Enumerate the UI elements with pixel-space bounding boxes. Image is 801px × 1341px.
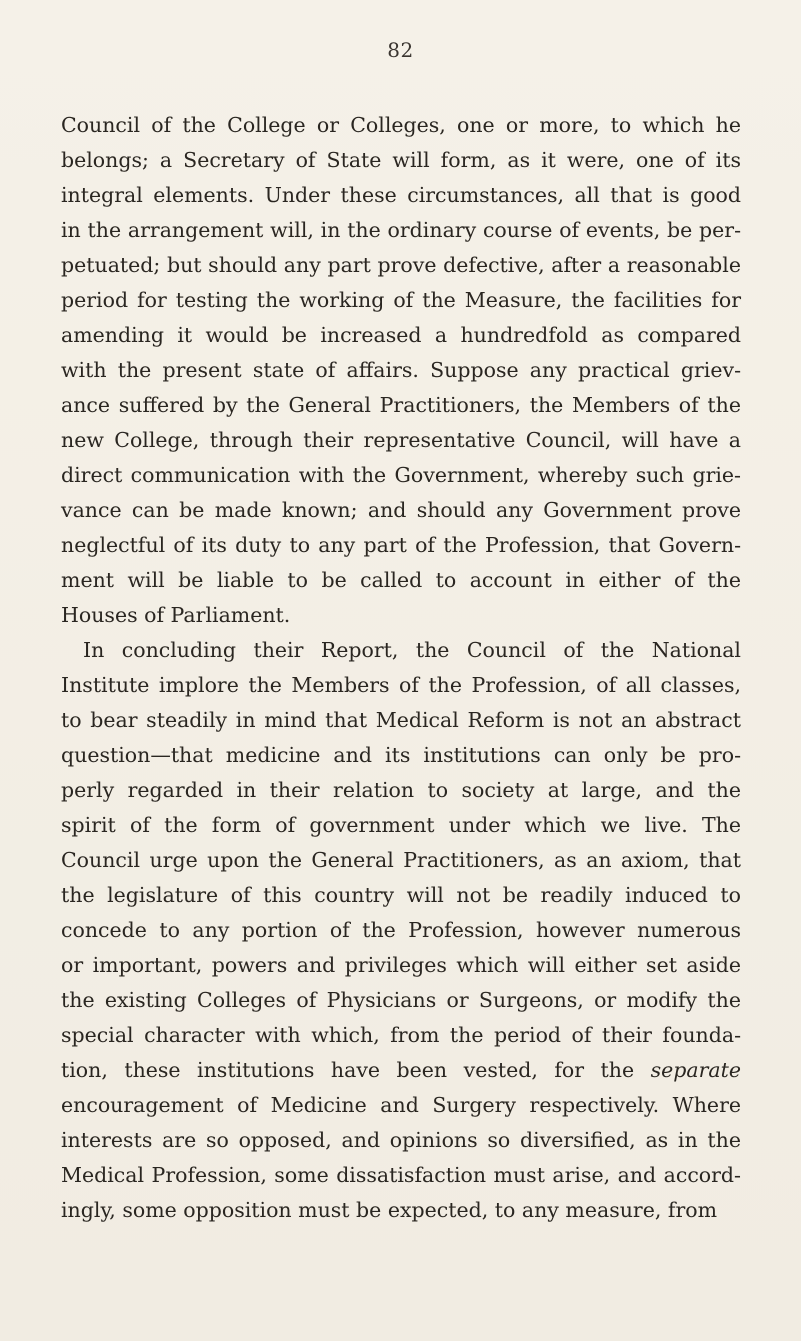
body-text (61, 108, 741, 1228)
text-line: special character with which, from the period of their founda- (61, 1023, 741, 1047)
text-line: the legislature of this country will not be readily induced to (61, 883, 741, 907)
text-line: Institute implore the Members of the Profession, of all classes, (61, 673, 741, 697)
text-line: the existing Colleges of Physicians or Surgeons, or modify the (61, 988, 741, 1012)
text-line: with the present state of affairs. Suppose any practical griev- (61, 358, 741, 382)
text-line: ance suffered by the General Practitioners, the Members of the (61, 393, 741, 417)
text-line: interests are so opposed, and opinions so diversified, as in the (61, 1128, 741, 1152)
page-number: 82 (387, 38, 414, 62)
text-line: spirit of the form of government under which we live. The (61, 813, 741, 837)
text-line: period for testing the working of the Measure, the facilities for (61, 288, 741, 312)
text-line: Council urge upon the General Practitioners, as an axiom, that (61, 848, 741, 872)
text-line: direct communication with the Government, whereby such grie- (61, 463, 741, 487)
text-line: Houses of Parliament. (61, 603, 291, 627)
text-line: ment will be liable to be called to account in either of the (61, 568, 741, 592)
text-line: question—that medicine and its institutions can only be pro- (61, 743, 741, 767)
text-line: vance can be made known; and should any Government prove (61, 498, 741, 522)
text-line: petuated; but should any part prove defective, after a reasonable (61, 253, 741, 277)
text-line: neglectful of its duty to any part of the Profession, that Govern- (61, 533, 741, 557)
text-line: integral elements. Under these circumstances, all that is good (61, 183, 741, 207)
text-line: Medical Profession, some dissatisfaction must arise, and accord- (61, 1163, 741, 1187)
text-line: belongs; a Secretary of State will form, as it were, one of its (61, 148, 741, 172)
text-line: ingly, some opposition must be expected, to any measure, from (61, 1198, 718, 1222)
text-line: amending it would be increased a hundredfold as compared (61, 323, 741, 347)
text-line: perly regarded in their relation to society at large, and the (61, 778, 741, 802)
text-line: encouragement of Medicine and Surgery respectively. Where (61, 1093, 741, 1117)
text-line-with-italic (61, 1053, 741, 1088)
text-line: in the arrangement will, in the ordinary course of events, be per- (61, 218, 741, 242)
italic-word: separate (650, 1058, 741, 1082)
text-line: or important, powers and privileges which will either set aside (61, 953, 741, 977)
text-line: Council of the College or Colleges, one or more, to which he (61, 113, 741, 137)
text-fragment: tion, these institutions have been vested, for the (61, 1058, 651, 1082)
paragraph-start-line: In concluding their Report, the Council of the National (83, 638, 741, 662)
text-line: new College, through their representative Council, will have a (61, 428, 741, 452)
text-line: concede to any portion of the Profession, however numerous (61, 918, 741, 942)
text-line: to bear steadily in mind that Medical Reform is not an abstract (61, 708, 741, 732)
